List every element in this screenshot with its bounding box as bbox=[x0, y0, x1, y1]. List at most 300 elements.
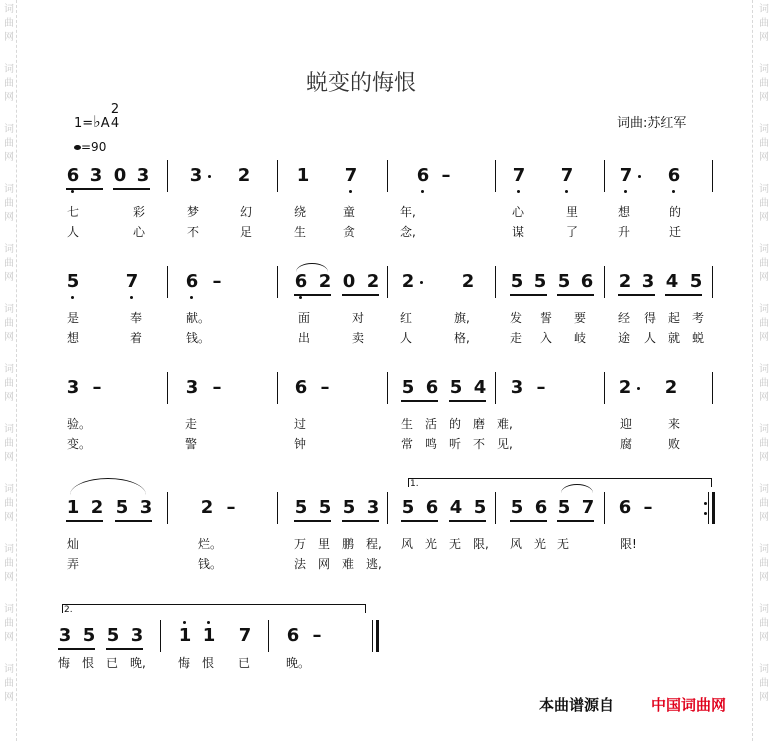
lyric-syllable: 腐 bbox=[620, 437, 633, 451]
watermark-char: 词 bbox=[759, 424, 769, 435]
note: 6 bbox=[425, 377, 439, 398]
watermark-char: 词 bbox=[759, 544, 769, 555]
watermark-char: 网 bbox=[4, 152, 14, 163]
barline bbox=[604, 492, 605, 524]
watermark-char: 词 bbox=[4, 124, 14, 135]
note: 4 bbox=[473, 377, 487, 398]
note: 5 bbox=[318, 497, 332, 518]
note: 3 bbox=[66, 377, 80, 398]
watermark-char: 曲 bbox=[4, 258, 14, 269]
note: 5 bbox=[82, 625, 96, 646]
lyric-syllable: 就 bbox=[668, 331, 681, 345]
lyric-syllable: 光 bbox=[425, 537, 438, 551]
lyric-syllable: 光 bbox=[534, 537, 547, 551]
lyric-syllable: 无 bbox=[557, 537, 570, 551]
watermark-char: 网 bbox=[4, 572, 14, 583]
watermark-char: 曲 bbox=[4, 78, 14, 89]
watermark-char: 网 bbox=[4, 92, 14, 103]
tempo-mark bbox=[74, 140, 106, 154]
watermark-char: 词 bbox=[4, 544, 14, 555]
lyric-syllable: 恨 bbox=[82, 656, 95, 670]
watermark-char: 词 bbox=[759, 244, 769, 255]
beam-underline bbox=[342, 520, 379, 522]
note: 5 bbox=[115, 497, 129, 518]
lyric-syllable: 走 bbox=[510, 331, 523, 345]
barline bbox=[167, 160, 168, 192]
barline bbox=[167, 492, 168, 524]
note: 5 bbox=[557, 271, 571, 292]
watermark-char: 词 bbox=[759, 364, 769, 375]
note: 3 bbox=[89, 165, 103, 186]
song-title: 蜕变的悔恨 bbox=[306, 71, 417, 96]
note: 6 bbox=[425, 497, 439, 518]
site-link[interactable]: 中国词曲网 bbox=[651, 696, 727, 714]
beam-underline bbox=[58, 648, 95, 650]
beam-underline bbox=[449, 520, 486, 522]
lyric-syllable: 程, bbox=[366, 537, 382, 551]
note: 3 bbox=[58, 625, 72, 646]
lyric-syllable: 念, bbox=[400, 225, 416, 239]
watermark-char: 词 bbox=[759, 4, 769, 15]
barline bbox=[387, 372, 388, 404]
barline bbox=[268, 620, 269, 652]
lyric-syllable: 迁 bbox=[669, 225, 682, 239]
beam-underline bbox=[66, 520, 103, 522]
barline bbox=[160, 620, 161, 652]
note: – bbox=[536, 377, 546, 398]
note: 3 bbox=[366, 497, 380, 518]
lyric-syllable: 绕 bbox=[294, 205, 307, 219]
lyric-syllable: 来 bbox=[668, 417, 681, 431]
note: 5 bbox=[473, 497, 487, 518]
barline bbox=[495, 160, 496, 192]
lyric-syllable: 岐 bbox=[574, 331, 587, 345]
beam-underline bbox=[557, 520, 594, 522]
note: 4 bbox=[449, 497, 463, 518]
lyric-syllable: 出 bbox=[298, 331, 311, 345]
note: 2 bbox=[318, 271, 332, 292]
watermark-char: 网 bbox=[759, 92, 769, 103]
note: 7 bbox=[512, 165, 526, 186]
lyric-syllable: 心 bbox=[133, 225, 146, 239]
lyric-syllable: 起 bbox=[668, 311, 681, 325]
repeat-dot bbox=[704, 502, 707, 505]
watermark-char: 曲 bbox=[759, 198, 769, 209]
lyric-syllable: 对 bbox=[352, 311, 365, 325]
beam-underline bbox=[510, 520, 547, 522]
barline bbox=[167, 266, 168, 298]
slur bbox=[70, 478, 146, 495]
lyric-syllable: 烂。 bbox=[198, 537, 223, 551]
lyric-syllable: 变。 bbox=[67, 437, 92, 451]
watermark-char: 网 bbox=[4, 332, 14, 343]
watermark-char: 曲 bbox=[4, 378, 14, 389]
note: 3 bbox=[185, 377, 199, 398]
aug-dot bbox=[637, 387, 640, 390]
beam-underline bbox=[342, 294, 379, 296]
lyric-syllable: 风 bbox=[510, 537, 523, 551]
note: 5 bbox=[294, 497, 308, 518]
right-border bbox=[752, 0, 753, 741]
volta-1-bracket bbox=[408, 478, 712, 487]
note: 2 bbox=[664, 377, 678, 398]
note: 6 bbox=[618, 497, 632, 518]
note: 5 bbox=[401, 377, 415, 398]
watermark-char: 曲 bbox=[4, 618, 14, 629]
note: 5 bbox=[66, 271, 80, 292]
lyric-syllable: 人 bbox=[67, 225, 80, 239]
note: – bbox=[212, 271, 222, 292]
watermark-char: 网 bbox=[759, 392, 769, 403]
watermark-char: 网 bbox=[4, 392, 14, 403]
watermark-char: 词 bbox=[759, 664, 769, 675]
barline bbox=[277, 160, 278, 192]
note: 5 bbox=[557, 497, 571, 518]
lyric-syllable: 难, bbox=[497, 417, 513, 431]
low-octave-dot bbox=[71, 190, 74, 193]
note: 7 bbox=[619, 165, 633, 186]
barline bbox=[604, 266, 605, 298]
watermark-char: 网 bbox=[759, 212, 769, 223]
beam-underline bbox=[113, 188, 150, 190]
watermark-char: 曲 bbox=[4, 498, 14, 509]
lyric-syllable: 鸣 bbox=[425, 437, 438, 451]
lyric-syllable: 警 bbox=[185, 437, 198, 451]
lyric-syllable: 献。 bbox=[186, 311, 211, 325]
lyric-syllable: 考 bbox=[692, 311, 705, 325]
lyric-syllable: 想 bbox=[67, 331, 80, 345]
note: 1 bbox=[66, 497, 80, 518]
watermark-char: 曲 bbox=[759, 498, 769, 509]
note: 5 bbox=[106, 625, 120, 646]
low-octave-dot bbox=[190, 296, 193, 299]
lyric-syllable: 常 bbox=[401, 437, 414, 451]
watermark-char: 网 bbox=[759, 452, 769, 463]
aug-dot bbox=[420, 281, 423, 284]
watermark-char: 曲 bbox=[4, 18, 14, 29]
watermark-char: 词 bbox=[759, 604, 769, 615]
lyric-syllable: 了 bbox=[566, 225, 579, 239]
watermark-char: 曲 bbox=[759, 18, 769, 29]
barline bbox=[277, 492, 278, 524]
lyric-syllable: 誓 bbox=[540, 311, 553, 325]
left-border bbox=[16, 0, 17, 741]
low-octave-dot bbox=[299, 296, 302, 299]
note: – bbox=[312, 625, 322, 646]
barline bbox=[712, 372, 713, 404]
note: – bbox=[643, 497, 653, 518]
note: 2 bbox=[618, 377, 632, 398]
lyric-syllable: 见, bbox=[497, 437, 513, 451]
watermark-char: 曲 bbox=[759, 78, 769, 89]
watermark-char: 曲 bbox=[4, 138, 14, 149]
key-signature bbox=[74, 112, 110, 131]
flat-sign: ♭ bbox=[93, 112, 101, 131]
credit: 词曲:苏红军 bbox=[617, 116, 687, 131]
watermark-char: 网 bbox=[4, 692, 14, 703]
note: 5 bbox=[342, 497, 356, 518]
note: 2 bbox=[237, 165, 251, 186]
lyric-syllable: 生 bbox=[294, 225, 307, 239]
note: 5 bbox=[689, 271, 703, 292]
lyric-syllable: 验。 bbox=[67, 417, 92, 431]
beam-underline bbox=[401, 400, 438, 402]
lyric-syllable: 鹏 bbox=[342, 537, 355, 551]
note: 7 bbox=[238, 625, 252, 646]
lyric-syllable: 已 bbox=[106, 656, 119, 670]
final-barline-thick bbox=[376, 620, 379, 652]
barline bbox=[387, 160, 388, 192]
note: 3 bbox=[641, 271, 655, 292]
repeat-barline bbox=[712, 492, 715, 524]
note: 3 bbox=[130, 625, 144, 646]
lyric-syllable: 足 bbox=[240, 225, 253, 239]
note: – bbox=[226, 497, 236, 518]
low-octave-dot bbox=[565, 190, 568, 193]
lyric-syllable: 过 bbox=[294, 417, 307, 431]
lyric-syllable: 钱。 bbox=[198, 557, 223, 571]
repeat-barline-thin bbox=[708, 492, 709, 524]
aug-dot bbox=[208, 175, 211, 178]
barline bbox=[387, 266, 388, 298]
lyric-syllable: 磨 bbox=[473, 417, 486, 431]
watermark-char: 网 bbox=[4, 272, 14, 283]
watermark-char: 曲 bbox=[4, 558, 14, 569]
beam-underline bbox=[510, 294, 547, 296]
lyric-syllable: 童 bbox=[343, 205, 356, 219]
time-signature bbox=[109, 103, 121, 131]
lyric-syllable: 入 bbox=[540, 331, 553, 345]
low-octave-dot bbox=[421, 190, 424, 193]
note: 2 bbox=[366, 271, 380, 292]
watermark-char: 网 bbox=[4, 212, 14, 223]
lyric-syllable: 谋 bbox=[512, 225, 525, 239]
source-label: 本曲谱源自 bbox=[539, 696, 615, 714]
lyric-syllable: 钟 bbox=[294, 437, 307, 451]
beam-underline bbox=[618, 294, 655, 296]
watermark-char: 词 bbox=[759, 304, 769, 315]
watermark-char: 网 bbox=[759, 32, 769, 43]
key-prefix: 1= bbox=[74, 116, 94, 131]
lyric-syllable: 听 bbox=[449, 437, 462, 451]
note: – bbox=[92, 377, 102, 398]
lyric-syllable: 晚。 bbox=[286, 656, 311, 670]
watermark-char: 词 bbox=[4, 4, 14, 15]
lyric-syllable: 弄 bbox=[67, 557, 80, 571]
time-bottom: 4 bbox=[110, 116, 120, 131]
watermark-char: 词 bbox=[759, 484, 769, 495]
lyric-syllable: 生 bbox=[401, 417, 414, 431]
lyric-syllable: 七 bbox=[67, 205, 80, 219]
note: – bbox=[212, 377, 222, 398]
note: 2 bbox=[618, 271, 632, 292]
lyric-syllable: 灿 bbox=[67, 537, 80, 551]
note: 5 bbox=[449, 377, 463, 398]
lyric-syllable: 升 bbox=[618, 225, 631, 239]
note: 6 bbox=[286, 625, 300, 646]
lyric-syllable: 限! bbox=[620, 537, 637, 551]
note: 2 bbox=[90, 497, 104, 518]
high-octave-dot bbox=[183, 621, 186, 624]
aug-dot bbox=[638, 175, 641, 178]
note: 2 bbox=[401, 271, 415, 292]
note: 2 bbox=[461, 271, 475, 292]
volta-1-label: 1. bbox=[410, 479, 419, 489]
barline bbox=[495, 492, 496, 524]
note: 1 bbox=[296, 165, 310, 186]
note: 6 bbox=[667, 165, 681, 186]
low-octave-dot bbox=[71, 296, 74, 299]
watermark-char: 词 bbox=[759, 184, 769, 195]
key-note: A bbox=[100, 116, 110, 131]
lyric-syllable: 人 bbox=[644, 331, 657, 345]
note: 1 bbox=[202, 625, 216, 646]
lyric-syllable: 不 bbox=[473, 437, 486, 451]
volta-2-bracket bbox=[62, 604, 366, 613]
watermark-char: 网 bbox=[759, 152, 769, 163]
barline bbox=[604, 160, 605, 192]
note: 5 bbox=[510, 497, 524, 518]
watermark-char: 曲 bbox=[759, 558, 769, 569]
lyric-syllable: 风 bbox=[401, 537, 414, 551]
note: 7 bbox=[125, 271, 139, 292]
lyric-syllable: 走 bbox=[185, 417, 198, 431]
lyric-syllable: 迎 bbox=[620, 417, 633, 431]
lyric-syllable: 蜕 bbox=[692, 331, 705, 345]
lyric-syllable: 晚, bbox=[130, 656, 146, 670]
high-octave-dot bbox=[207, 621, 210, 624]
note: 6 bbox=[580, 271, 594, 292]
low-octave-dot bbox=[517, 190, 520, 193]
lyric-syllable: 法 bbox=[294, 557, 307, 571]
watermark-char: 网 bbox=[4, 32, 14, 43]
lyric-syllable: 要 bbox=[574, 311, 587, 325]
note: 6 bbox=[294, 271, 308, 292]
watermark-char: 网 bbox=[4, 452, 14, 463]
watermark-char: 网 bbox=[759, 332, 769, 343]
barline bbox=[495, 266, 496, 298]
lyric-syllable: 万 bbox=[294, 537, 307, 551]
note: 7 bbox=[581, 497, 595, 518]
lyric-syllable: 已 bbox=[238, 656, 251, 670]
beam-underline bbox=[557, 294, 594, 296]
beam-underline bbox=[401, 520, 438, 522]
beam-underline bbox=[115, 520, 152, 522]
low-octave-dot bbox=[672, 190, 675, 193]
watermark-char: 网 bbox=[759, 632, 769, 643]
lyric-syllable: 恨 bbox=[202, 656, 215, 670]
lyric-syllable: 梦 bbox=[187, 205, 200, 219]
watermark-char: 词 bbox=[4, 664, 14, 675]
lyric-syllable: 心 bbox=[512, 205, 525, 219]
lyric-syllable: 的 bbox=[449, 417, 462, 431]
note: 4 bbox=[665, 271, 679, 292]
lyric-syllable: 钱。 bbox=[186, 331, 211, 345]
watermark-char: 网 bbox=[759, 272, 769, 283]
note: 6 bbox=[66, 165, 80, 186]
watermark-char: 曲 bbox=[4, 198, 14, 209]
watermark-char: 网 bbox=[4, 512, 14, 523]
barline bbox=[277, 372, 278, 404]
note: – bbox=[320, 377, 330, 398]
watermark-char: 曲 bbox=[4, 678, 14, 689]
note: 0 bbox=[342, 271, 356, 292]
lyric-syllable: 悔 bbox=[58, 656, 71, 670]
low-octave-dot bbox=[349, 190, 352, 193]
note: 5 bbox=[510, 271, 524, 292]
watermark-char: 曲 bbox=[759, 258, 769, 269]
lyric-syllable: 逃, bbox=[366, 557, 382, 571]
beam-underline bbox=[106, 648, 143, 650]
barline bbox=[604, 372, 605, 404]
note: 6 bbox=[294, 377, 308, 398]
note: 5 bbox=[401, 497, 415, 518]
watermark-char: 网 bbox=[759, 512, 769, 523]
lyric-syllable: 贪 bbox=[343, 225, 356, 239]
repeat-dot bbox=[704, 512, 707, 515]
lyric-syllable: 经 bbox=[618, 311, 631, 325]
note: 6 bbox=[416, 165, 430, 186]
lyric-syllable: 彩 bbox=[133, 205, 146, 219]
watermark-char: 曲 bbox=[759, 378, 769, 389]
note: 3 bbox=[189, 165, 203, 186]
lyric-syllable: 红 bbox=[400, 311, 413, 325]
quarter-note-icon bbox=[74, 145, 81, 150]
beam-underline bbox=[449, 400, 486, 402]
volta-2-label: 2. bbox=[64, 605, 73, 615]
lyric-syllable: 悔 bbox=[178, 656, 191, 670]
watermark-char: 曲 bbox=[759, 138, 769, 149]
note: 5 bbox=[533, 271, 547, 292]
lyric-syllable: 奉 bbox=[130, 311, 143, 325]
lyric-syllable: 得 bbox=[644, 311, 657, 325]
lyric-syllable: 人 bbox=[400, 331, 413, 345]
note: 0 bbox=[113, 165, 127, 186]
time-top: 2 bbox=[110, 102, 120, 117]
barline bbox=[495, 372, 496, 404]
lyric-syllable: 是 bbox=[67, 311, 80, 325]
watermark-char: 词 bbox=[759, 64, 769, 75]
note: 3 bbox=[136, 165, 150, 186]
lyric-syllable: 卖 bbox=[352, 331, 365, 345]
tempo-value: =90 bbox=[81, 140, 107, 154]
lyric-syllable: 途 bbox=[618, 331, 631, 345]
watermark-char: 曲 bbox=[759, 678, 769, 689]
barline bbox=[712, 160, 713, 192]
watermark-char: 词 bbox=[4, 364, 14, 375]
note: 3 bbox=[510, 377, 524, 398]
lyric-syllable: 发 bbox=[510, 311, 523, 325]
lyric-syllable: 活 bbox=[425, 417, 438, 431]
watermark-char: 词 bbox=[4, 484, 14, 495]
lyric-syllable: 不 bbox=[187, 225, 200, 239]
lyric-syllable: 想 bbox=[618, 205, 631, 219]
note: 7 bbox=[560, 165, 574, 186]
note: 7 bbox=[344, 165, 358, 186]
lyric-syllable: 年, bbox=[400, 205, 416, 219]
final-barline bbox=[372, 620, 373, 652]
watermark-char: 词 bbox=[4, 64, 14, 75]
lyric-syllable: 无 bbox=[449, 537, 462, 551]
lyric-syllable: 面 bbox=[298, 311, 311, 325]
watermark-char: 曲 bbox=[759, 438, 769, 449]
note: 3 bbox=[139, 497, 153, 518]
barline bbox=[167, 372, 168, 404]
watermark-char: 曲 bbox=[759, 618, 769, 629]
beam-underline bbox=[294, 520, 331, 522]
note: 2 bbox=[200, 497, 214, 518]
note: 6 bbox=[185, 271, 199, 292]
